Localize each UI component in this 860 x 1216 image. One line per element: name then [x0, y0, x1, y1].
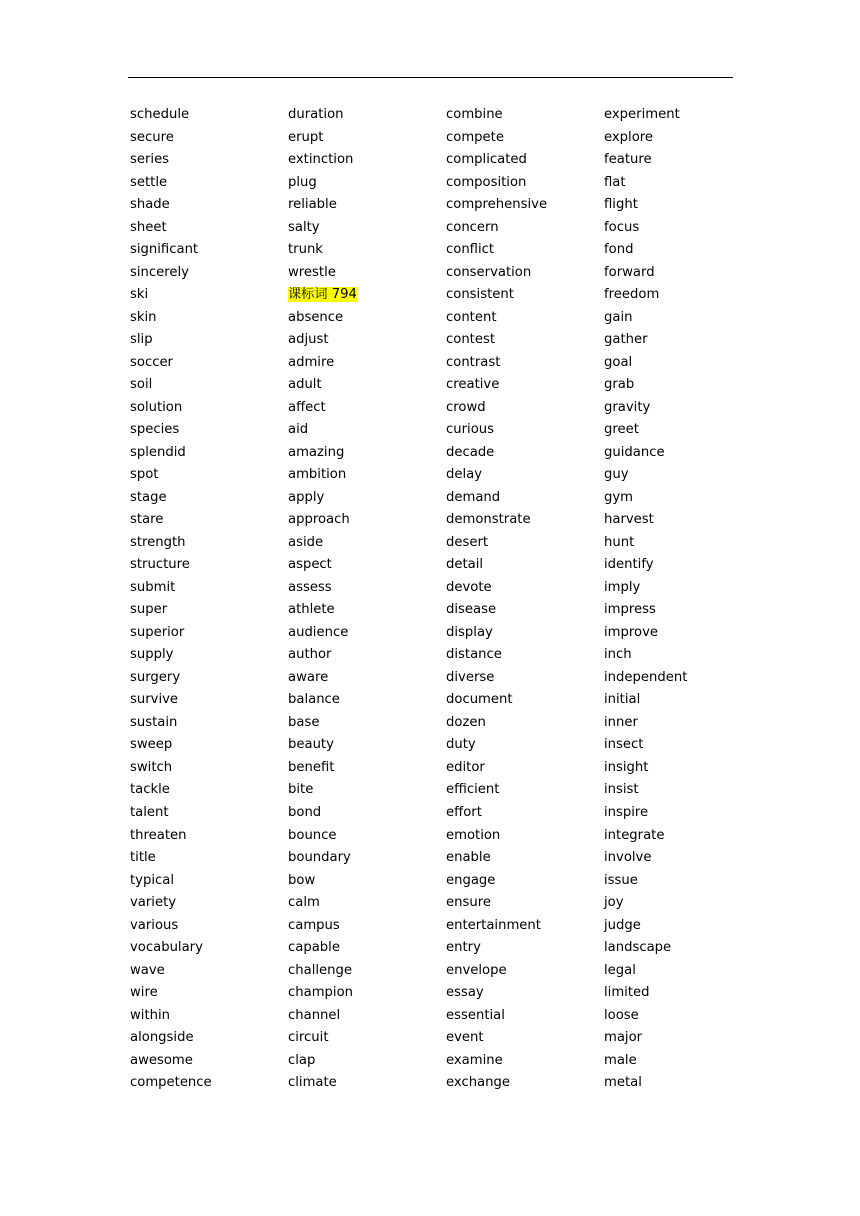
word-item: duty	[446, 737, 476, 753]
word-item: essential	[446, 1007, 505, 1023]
word-item: settle	[130, 174, 168, 190]
word-item: splendid	[130, 444, 186, 460]
word-item: boundary	[288, 850, 351, 866]
word-item: judge	[604, 917, 641, 933]
word-item: author	[288, 647, 332, 663]
word-item: series	[130, 152, 170, 168]
word-column-1	[130, 104, 288, 1095]
word-item: calm	[288, 895, 320, 911]
word-item: supply	[130, 647, 174, 663]
word-item: explore	[604, 129, 654, 145]
word-column-3	[446, 104, 604, 1095]
word-item: trunk	[288, 242, 323, 258]
word-item: channel	[288, 1007, 341, 1023]
word-item: insist	[604, 782, 639, 798]
word-item: inspire	[604, 804, 649, 820]
word-item: exchange	[446, 1075, 510, 1091]
word-item: balance	[288, 692, 340, 708]
word-item: ensure	[446, 895, 491, 911]
word-item: diverse	[446, 669, 495, 685]
word-item: bounce	[288, 827, 337, 843]
word-item: flat	[604, 174, 626, 190]
word-item: improve	[604, 624, 658, 640]
word-item: legal	[604, 962, 636, 978]
word-column-4	[604, 104, 734, 1095]
word-item: soccer	[130, 354, 173, 370]
word-item: alongside	[130, 1030, 194, 1046]
word-item: metal	[604, 1075, 642, 1091]
word-item: stare	[130, 512, 164, 528]
word-item: sincerely	[130, 264, 189, 280]
word-item: wire	[130, 985, 158, 1001]
header-rule	[128, 77, 733, 78]
word-item: bite	[288, 782, 314, 798]
word-item: greet	[604, 422, 639, 438]
word-item: curious	[446, 422, 494, 438]
word-item: sheet	[130, 219, 167, 235]
word-item: distance	[446, 647, 502, 663]
word-item: affect	[288, 399, 326, 415]
word-item: document	[446, 692, 513, 708]
word-item: sweep	[130, 737, 173, 753]
word-item: apply	[288, 489, 325, 505]
word-item: base	[288, 714, 320, 730]
word-item: creative	[446, 377, 500, 393]
word-item: insect	[604, 737, 644, 753]
word-item: talent	[130, 804, 169, 820]
word-item: beauty	[288, 737, 334, 753]
word-item: goal	[604, 354, 633, 370]
word-item: grab	[604, 377, 635, 393]
word-item: gain	[604, 309, 633, 325]
word-item: absence	[288, 309, 344, 325]
word-item: schedule	[130, 107, 190, 122]
vocabulary-table	[130, 104, 734, 1095]
word-item: bow	[288, 872, 316, 888]
word-item: effort	[446, 804, 482, 820]
word-item: admire	[288, 354, 335, 370]
word-item: various	[130, 917, 179, 933]
word-item: concern	[446, 219, 499, 235]
word-item: content	[446, 309, 497, 325]
word-item: bond	[288, 804, 322, 820]
word-item: tackle	[130, 782, 170, 798]
word-item: conflict	[446, 242, 495, 258]
word-item: aid	[288, 422, 309, 438]
word-item: disease	[446, 602, 497, 618]
word-item: focus	[604, 219, 640, 235]
word-item: structure	[130, 557, 190, 573]
word-item: guy	[604, 467, 629, 483]
word-item: initial	[604, 692, 641, 708]
word-item: contest	[446, 332, 496, 348]
word-item: circuit	[288, 1030, 329, 1046]
word-item: demand	[446, 489, 501, 505]
word-item: envelope	[446, 962, 507, 978]
word-item: erupt	[288, 129, 324, 145]
word-item: consistent	[446, 287, 514, 303]
word-item: spot	[130, 467, 159, 483]
word-item: competence	[130, 1075, 212, 1091]
word-item: compete	[446, 129, 504, 145]
word-item: solution	[130, 399, 183, 415]
word-item: champion	[288, 985, 353, 1001]
word-item: insight	[604, 759, 649, 775]
word-item: forward	[604, 264, 655, 280]
word-item: independent	[604, 669, 688, 685]
word-item: slip	[130, 332, 153, 348]
word-item: wave	[130, 962, 165, 978]
word-item: typical	[130, 872, 175, 888]
word-item: switch	[130, 759, 173, 775]
word-item: soil	[130, 377, 153, 393]
word-item: impress	[604, 602, 656, 618]
word-item: climate	[288, 1075, 337, 1091]
word-item: dozen	[446, 714, 486, 730]
word-item: contrast	[446, 354, 501, 370]
word-item: audience	[288, 624, 349, 640]
word-item: issue	[604, 872, 638, 888]
word-column-2	[288, 104, 446, 1095]
word-item: joy	[604, 895, 624, 911]
word-item: detail	[446, 557, 484, 573]
word-item: gym	[604, 489, 634, 505]
word-item: wrestle	[288, 264, 336, 280]
word-item: skin	[130, 309, 157, 325]
word-item: crowd	[446, 399, 486, 415]
word-item: conservation	[446, 264, 532, 280]
word-item: stage	[130, 489, 167, 505]
word-item: superior	[130, 624, 185, 640]
word-item: emotion	[446, 827, 501, 843]
word-item: reliable	[288, 197, 337, 213]
word-item: landscape	[604, 940, 672, 956]
word-item: submit	[130, 579, 176, 595]
word-item: adult	[288, 377, 322, 393]
word-item: complicated	[446, 152, 527, 168]
word-item: delay	[446, 467, 483, 483]
word-item: examine	[446, 1052, 503, 1068]
word-item: within	[130, 1007, 171, 1023]
word-item: limited	[604, 985, 650, 1001]
word-item: super	[130, 602, 168, 618]
word-item: campus	[288, 917, 340, 933]
word-item: title	[130, 850, 156, 866]
word-item: challenge	[288, 962, 352, 978]
word-item: adjust	[288, 332, 329, 348]
word-item: aside	[288, 534, 324, 550]
word-item: approach	[288, 512, 350, 528]
word-item: devote	[446, 579, 492, 595]
word-item: entertainment	[446, 917, 541, 933]
word-item: experiment	[604, 107, 680, 122]
word-item: freedom	[604, 287, 660, 303]
word-item: athlete	[288, 602, 335, 618]
word-item: comprehensive	[446, 197, 548, 213]
word-item: significant	[130, 242, 199, 258]
word-item: awesome	[130, 1052, 193, 1068]
word-item: gravity	[604, 399, 651, 415]
word-item: efficient	[446, 782, 500, 798]
word-item: composition	[446, 174, 527, 190]
word-item: display	[446, 624, 493, 640]
word-item: combine	[446, 107, 503, 122]
word-item: loose	[604, 1007, 639, 1023]
word-item: event	[446, 1030, 484, 1046]
word-item: engage	[446, 872, 496, 888]
word-item: strength	[130, 534, 186, 550]
word-item: integrate	[604, 827, 665, 843]
word-item: ski	[130, 287, 149, 303]
word-item: gather	[604, 332, 648, 348]
word-item: species	[130, 422, 180, 438]
word-item: duration	[288, 107, 344, 122]
word-item: involve	[604, 850, 652, 866]
word-item: editor	[446, 759, 485, 775]
word-item: enable	[446, 850, 491, 866]
word-item: shade	[130, 197, 170, 213]
word-item: inch	[604, 647, 632, 663]
word-item: major	[604, 1030, 643, 1046]
word-item: demonstrate	[446, 512, 531, 528]
word-list-heading-highlighted: 课标词 794	[288, 287, 357, 303]
word-item: identify	[604, 557, 654, 573]
word-item: fond	[604, 242, 634, 258]
word-item: plug	[288, 174, 317, 190]
word-item: assess	[288, 579, 332, 595]
word-item: guidance	[604, 444, 665, 460]
word-item: salty	[288, 219, 320, 235]
word-item: aspect	[288, 557, 332, 573]
word-item: clap	[288, 1052, 316, 1068]
word-item: survive	[130, 692, 179, 708]
word-item: desert	[446, 534, 489, 550]
word-item: extinction	[288, 152, 354, 168]
word-item: ambition	[288, 467, 347, 483]
word-item: harvest	[604, 512, 654, 528]
word-item: secure	[130, 129, 174, 145]
word-item: variety	[130, 895, 177, 911]
word-item: feature	[604, 152, 652, 168]
word-item: decade	[446, 444, 495, 460]
word-item: hunt	[604, 534, 635, 550]
word-item: entry	[446, 940, 481, 956]
word-item: sustain	[130, 714, 178, 730]
word-item: imply	[604, 579, 641, 595]
word-item: vocabulary	[130, 940, 203, 956]
word-item: amazing	[288, 444, 345, 460]
word-item: male	[604, 1052, 637, 1068]
word-item: capable	[288, 940, 340, 956]
word-item: aware	[288, 669, 329, 685]
word-item: essay	[446, 985, 484, 1001]
word-item: benefit	[288, 759, 335, 775]
word-item: flight	[604, 197, 638, 213]
word-item: threaten	[130, 827, 187, 843]
word-item: surgery	[130, 669, 181, 685]
word-item: inner	[604, 714, 638, 730]
